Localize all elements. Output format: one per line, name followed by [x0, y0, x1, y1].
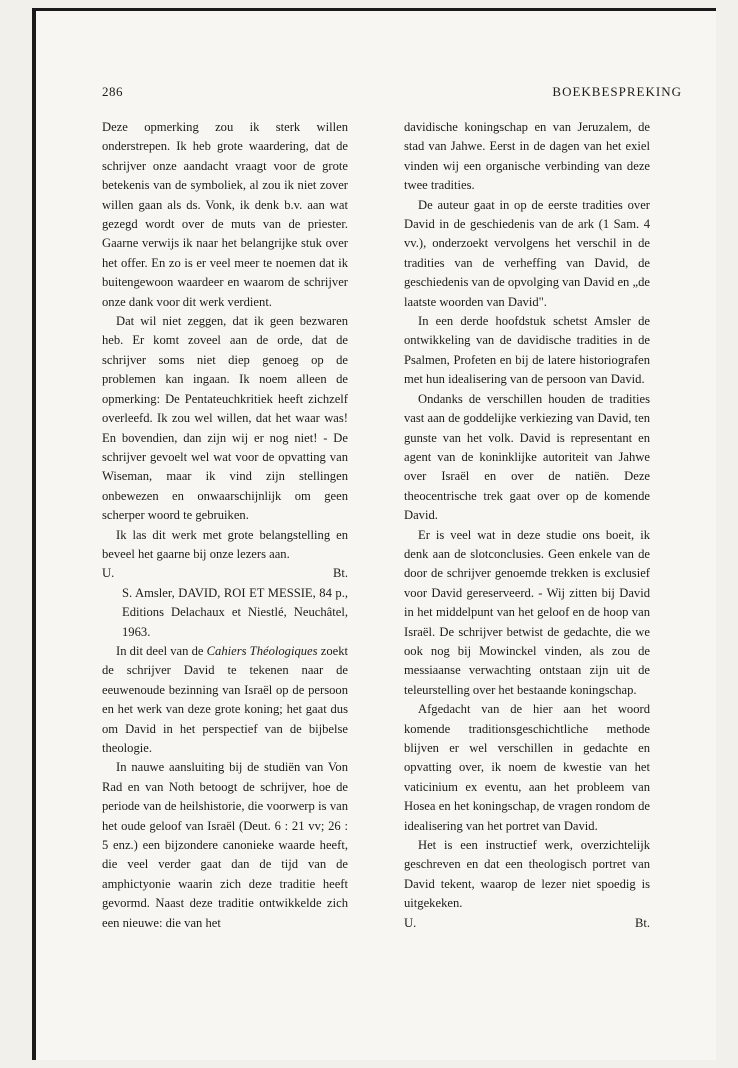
paragraph: In een derde hoofdstuk schetst Amsler de ontwikkeling van de davidische tradities in de Psalmen, Profeten en bij de latere historiografen met hun idealisering van de persoon van David.: [404, 314, 650, 387]
paragraph: Deze opmerking zou ik sterk willen onderstrepen. Ik heb grote waardering, dat de schrijver onze aandacht vraagt voor de grote betekenis van de symboliek, al zou ik niet zover willen gaan als ds. Vonk, ik denk b.v. aan wat gezegd wordt over de muts van de priester. Gaarne verwijs ik naar het belangrijke stuk over het offer. En zo is er veel meer te noemen dat ik buitengewoon waardeer en waarom de schrijver onze dank voor dit werk verdient.: [102, 120, 348, 309]
paragraph: Er is veel wat in deze studie ons boeit, ik denk aan de slotconclusies. Geen enkele van de door de schrijver genoemde trekken is exclusief voor David gereserveerd. - Wij zitten bij David in het middelpunt van het geloof en de hoop van Israël. De schrijver betwist de gedachte, die we ook nog bij Mowinckel vinden, als zou de messiaanse verwachting ontstaan zijn uit de teleurstelling over het bestaande koningschap.: [404, 527, 650, 697]
review-signature: [404, 914, 650, 933]
signature-author: Bt.: [634, 915, 650, 930]
signature-initial: U.: [102, 566, 115, 581]
text-run: zoekt de schrijver David te tekenen naar de eeuwenoude bezinning van Israël op de persoon en het werk van deze grote koning; het gaat dus om David in het perspectief van de bijbelse theologie.: [102, 643, 348, 755]
paragraph: Dat wil niet zeggen, dat ik geen bezwaren heb. Er komt zoveel aan de orde, dat de schrijver soms niet diep genoeg op de problemen kan ingaan. Ik noem alleen de opmerking: De Pentateuchkritiek heeft zichzelf overleefd. Ik zou wel willen, dat het waar was! En bovendien, dan zijn wij er nog niet! - De schrijver gevoelt wel wat voor de opvatting van Wiseman, maar ik vind zijn stellingen onbewezen en onwaarschijnlijk om geen scherper woord te gebruiken.: [102, 314, 348, 523]
page-number: 286: [102, 84, 123, 99]
signature-initial: U.: [404, 915, 417, 930]
paragraph: Het is een instructief werk, overzichtelijk geschreven en dat een theologisch portret van David tekent, waarop de lezer niet spoedig is uitgekeken.: [404, 838, 650, 911]
left-column: [102, 118, 348, 933]
paragraph: davidische koningschap en van Jeruzalem, de stad van Jahwe. Eerst in de dagen van het exiel vinden wij een organische verbinding van deze twee tradities.: [404, 120, 650, 193]
right-column: [404, 118, 650, 933]
text-run: In dit deel van de: [116, 643, 207, 658]
paragraph: Ondanks de verschillen houden de tradities vast aan de goddelijke verkiezing van David, ten gunste van het volk. David is representant en agent van de koninklijke autoriteit van Jahwe over Israël en over de natiën. Deze theocentrische trek gaat over op de komende David.: [404, 391, 650, 523]
running-title: BOEKBESPREKING: [552, 84, 682, 99]
paragraph: De auteur gaat in op de eerste tradities over David in de geschiedenis van de ark (1 Sam. 4 vv.), onderzoekt vervolgens het verschil in de tradities van de verheffing van David, de geschiedenis van de opvolging van David en „de laatste woorden van David".: [404, 197, 650, 309]
paragraph: Afgedacht van de hier aan het woord komende traditionsgeschichtliche methode blijven er wel verschillen in gedachte en opvatting over, ik noem de kwestie van het vaticinium ex eventu, aan het probleem van Hosea en het koningschap, de vragen rondom de idealisering van het portret van David.: [404, 702, 650, 833]
paragraph: [102, 642, 348, 758]
review-signature: [102, 564, 348, 583]
paragraph: Ik las dit werk met grote belangstelling en beveel het gaarne bij onze lezers aan.: [102, 527, 348, 561]
signature-author: Bt.: [332, 566, 348, 581]
book-reference: S. Amsler, DAVID, ROI ET MESSIE, 84 p., Editions Delachaux et Niestlé, Neuchâtel, 1963.: [122, 585, 348, 639]
paragraph: In nauwe aansluiting bij de studiën van Von Rad en van Noth betoogt de schrijver, hoe de periode van de heilshistorie, die voorwerp is van het oude geloof van Israël (Deut. 6 : 21 vv; 26 : 5 enz.) een bijzondere canonieke waarde heeft, die veel verder gaat dan de tijd van de amphictyonie waarin zich deze traditie heeft gevormd. Naast deze traditie ontwikkelde zich een nieuwe: die van het: [102, 760, 348, 930]
series-title: Cahiers Théologiques: [206, 643, 318, 658]
